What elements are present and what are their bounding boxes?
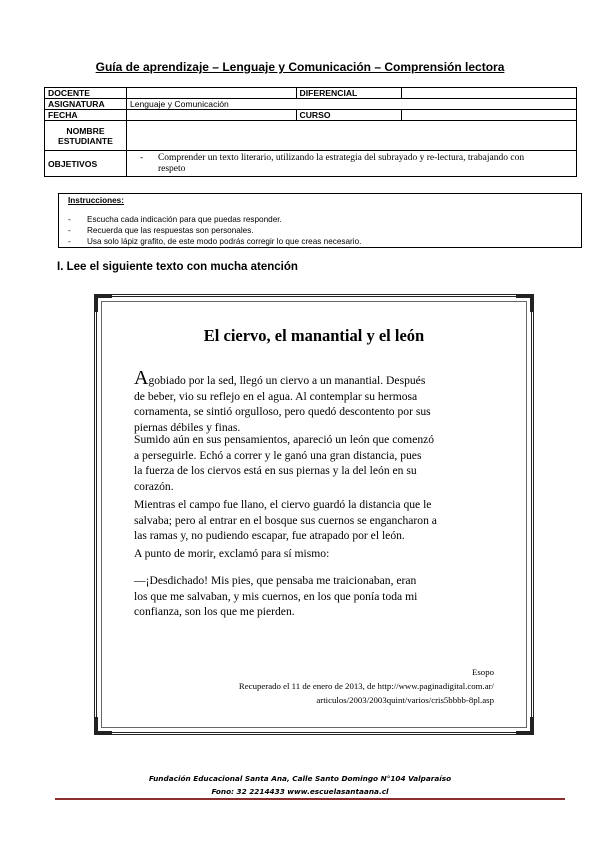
asignatura-value: Lenguaje y Comunicación <box>126 99 576 110</box>
story-line: las ramas y, no pudiendo escapar, fue atrapado por el león. <box>134 529 405 542</box>
story-line: corazón. <box>134 479 174 493</box>
story-line-text: gobiado por la sed, llegó un ciervo a un manantial. Después <box>148 374 426 387</box>
instruction-text: Escucha cada indicación para que puedas responder. <box>87 215 282 224</box>
story-line: cornamenta, se sintió orgulloso, pero quedó descontento por sus <box>134 405 431 418</box>
instruction-item <box>68 226 254 235</box>
objetivos-line1: Comprender un texto literario, utilizando la estrategia del subrayado y re-lectura, trabajando con <box>157 152 525 163</box>
story-paragraph-5 <box>134 573 500 620</box>
story-line: confianza, son los que me pierden. <box>134 605 295 618</box>
docente-field[interactable] <box>126 88 296 99</box>
objetivos-value <box>126 151 576 177</box>
asignatura-label: ASIGNATURA <box>45 99 127 110</box>
objetivos-label: OBJETIVOS <box>45 151 127 177</box>
page-footer <box>0 772 600 798</box>
story-line: los que me salvaban, y mis cuernos, en los que ponía toda mi <box>134 589 418 603</box>
instructions-heading: Instrucciones: <box>68 196 124 205</box>
footer-contact: Fono: 32 2214433 www.escuelasantaana.cl <box>211 787 389 796</box>
curso-label: CURSO <box>296 110 402 121</box>
story-author: Esopo <box>472 667 494 677</box>
student-info-table <box>44 87 577 177</box>
objetivos-dash: - <box>139 152 144 163</box>
instruction-dash: - <box>68 237 71 246</box>
story-line: Sumido aún en sus pensamientos, apareció un león que comenzó <box>134 433 435 446</box>
story-source-line2: articulos/2003/2003quint/varios/cris5bbbb-8pl.asp <box>316 695 494 705</box>
story-line: A punto de morir, exclamó para sí mismo: <box>134 547 330 560</box>
story-line: la fuerza de los ciervos está en sus piernas y la del león en su <box>134 464 417 477</box>
instruction-item <box>68 215 282 224</box>
nombre-label-line1: NOMBRE <box>66 125 105 136</box>
story-line: salvaba; pero al entrar en el bosque sus cuernos se engancharon a <box>134 513 437 527</box>
docente-label: DOCENTE <box>45 88 127 99</box>
diferencial-field[interactable] <box>402 88 577 99</box>
objetivos-line2: respeto <box>157 163 186 174</box>
diferencial-label: DIFERENCIAL <box>296 88 402 99</box>
instruction-item <box>68 237 361 246</box>
story-credit <box>134 665 494 707</box>
story-line: —¡Desdichado! Mis pies, que pensaba me traicionaban, eran <box>134 574 417 587</box>
story-line: piernas débiles y finas. <box>134 420 241 434</box>
frame-corner-ornament <box>516 717 533 734</box>
story-line: a perseguirle. Echó a correr y le ganó una gran distancia, pues <box>134 448 422 462</box>
instruction-dash: - <box>68 226 71 235</box>
story-line <box>134 367 500 389</box>
drop-cap: A <box>134 367 149 389</box>
instructions-box <box>58 193 582 248</box>
instruction-text: Recuerda que las respuestas son personales. <box>87 226 254 235</box>
instruction-dash: - <box>68 215 71 224</box>
story-paragraph-1 <box>134 367 500 435</box>
story-paragraph-4 <box>134 546 500 562</box>
nombre-estudiante-label <box>45 121 127 151</box>
story-line: de beber, vio su reflejo en el agua. Al contemplar su hermosa <box>134 389 418 403</box>
story-title: El ciervo, el manantial y el león <box>203 326 425 345</box>
curso-field[interactable] <box>402 110 577 121</box>
frame-corner-ornament <box>95 295 112 312</box>
section-heading: I. Lee el siguiente texto con mucha atención <box>57 261 298 273</box>
footer-rule <box>55 798 565 800</box>
story-paragraph-2 <box>134 432 500 494</box>
footer-address: Fundación Educacional Santa Ana, Calle Santo Domingo N°104 Valparaíso <box>148 774 452 783</box>
frame-corner-ornament <box>516 295 533 312</box>
page-title: Guía de aprendizaje – Lenguaje y Comunicación – Comprensión lectora <box>95 60 505 74</box>
instruction-text: Usa solo lápiz grafito, de este modo podrás corregir lo que creas necesario. <box>87 237 362 246</box>
story-source-line1: Recuperado el 11 de enero de 2013, de http://www.paginadigital.com.ar/ <box>238 681 494 691</box>
story-paragraph-3 <box>134 497 500 544</box>
nombre-label-line2: ESTUDIANTE <box>58 135 113 146</box>
frame-corner-ornament <box>95 717 112 734</box>
story-line: Mientras el campo fue llano, el ciervo guardó la distancia que le <box>134 498 432 511</box>
nombre-estudiante-field[interactable] <box>126 121 576 151</box>
fecha-label: FECHA <box>45 110 127 121</box>
fecha-field[interactable] <box>126 110 296 121</box>
